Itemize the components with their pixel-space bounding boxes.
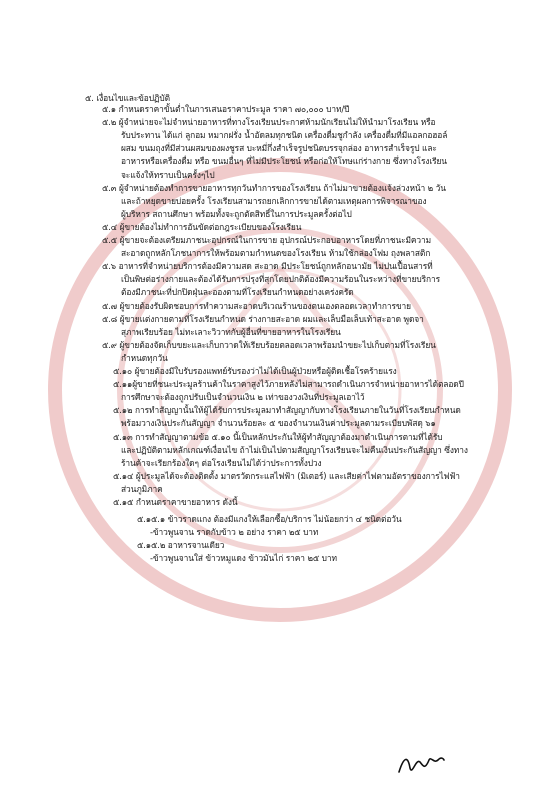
document-line: ผู้บริหาร สถานศึกษา พร้อมทั้งจะถูกตัดสิทธิ์ในการประมูลครั้งต่อไป: [121, 208, 352, 219]
document-line: พร้อมวางเงินประกันสัญญา จำนวนร้อยละ ๕ ของจำนวนเงินค่าประมูลตามระเบียบพัสดุ ๖๑: [121, 418, 436, 429]
document-line: เป็นพิษต่อร่างกายและต้องได้รับการปรุงที่สุกโดยปกติต้องมีความร้อนในระหว่างที่ขายบริการ: [121, 274, 441, 285]
document-line: ส่วนภูมิภาค: [121, 483, 163, 494]
document-line: ๕.๑ กำหนดราคาขั้นต่ำในการเสนอราคาประมูล ราคา ๗๐,๐๐๐ บาท/ปี: [102, 104, 350, 114]
document-line: การศึกษาจะต้องถูกปรับเป็นจำนวนเงิน ๒ เท่าของวงเงินที่ประมูลเอาไว้: [121, 392, 365, 403]
document-line: ๕.๙ ผู้ขายต้องจัดเก็บขยะและเก็บกวาดให้เรียบร้อยตลอดเวลาพร้อมนำขยะไปเก็บตามที่โรงเรียน: [102, 339, 436, 350]
document-line: ๕.๑๕.๒ อาหารจานเดียว: [137, 540, 225, 551]
document-line: ๕.๑๕.๑ ข้าวราดแกง ต้องมีแกงให้เลือกซื้อ/บริการ ไม่น้อยกว่า ๔ ชนิดต่อวัน: [137, 514, 402, 525]
document-line: รับประทาน ได้แก่ ลูกอม หมากฝรั่ง น้ำอัดลมทุกชนิด เครื่องดื่มชูกำลัง เครื่องดื่มที่มีแอลกอฮอล์: [121, 130, 448, 141]
document-line: -ข้าวพูนจานใส่ ข้าวหมูแดง ข้าวมันไก่ ราคา ๒๕ บาท: [150, 553, 337, 564]
document-line: ๕.๑๔ ผู้ประมูลได้จะต้องติดตั้ง มาตรวัดกระแสไฟฟ้า (มิเตอร์) และเสียค่าไฟตามอัตราของการไฟฟ้า: [113, 470, 460, 481]
document-line: ๕.๑๒ การทำสัญญานั้นให้ผู้ได้รับการประมูลมาทำสัญญากับทางโรงเรียนภายในวันที่โรงเรียนกำหนด: [113, 405, 461, 416]
document-line: และถ้าหยุดขายบ่อยครั้ง โรงเรียนสามารถยกเลิกการขายได้ตามเหตุผลการพิจารณาของ: [121, 195, 427, 206]
section-heading: ๕. เงื่อนไขและข้อปฏิบัติ: [85, 93, 170, 103]
document-line: ๕.๒ ผู้จำหน่ายจะไม่จำหน่ายอาหารที่ทางโรงเรียนประกาศห้ามนักเรียนไม่ให้นำมาโรงเรียน หรือ: [102, 117, 436, 128]
document-line: ๕.๓ ผู้จำหน่ายต้องทำการขายอาหารทุกวันทำการของโรงเรียน ถ้าไม่มาขายต้องแจ้งล่วงหน้า ๒ วัน: [102, 182, 446, 193]
document-line: ๕.๖ อาหารที่จำหน่ายบริการต้องมีความสด สะอาด มีประโยชน์ถูกหลักอนามัย ไม่ปนเปื้อนสารที่: [102, 261, 433, 272]
document-line: ๕.๑๑ผู้ขายที่ชนะประมูลร้านค้าในราคาสูงไว้ภายหลังไม่สามารถดำเนินการจำหน่ายอาหารได้ตลอดปี: [113, 379, 464, 390]
document-line: กำหนดทุกวัน: [121, 352, 168, 363]
document-line: ร้านค้าจะเรียกร้องใดๆ ต่อโรงเรียนไม่ได้ว่าประการทั้งปวง: [121, 457, 322, 468]
document-line: สุภาพเรียบร้อย ไม่ทะเลาะวิวาทกับผู้อื่นที่ขายอาหารในโรงเรียน: [121, 326, 341, 337]
document-line: ๕.๔ ผู้ขายต้องไม่ทำการอันขัดต่อกฎระเบียบของโรงเรียน: [102, 221, 302, 232]
document-line: -ข้าวพูนจาน ราดกับข้าว ๒ อย่าง ราคา ๒๕ บาท: [150, 527, 319, 538]
document-line: และปฏิบัติตามหลักเกณฑ์เงื่อนไข ถ้าไม่เป็นไปตามสัญญาโรงเรียนจะไม่คืนเงินประกันสัญญา ซึ่งทาง: [121, 444, 468, 455]
document-line: ต้องมีภาชนะที่ปกปิดฝุ่นละอองตามที่โรงเรียนกำหนดอย่างเคร่งครัด: [121, 287, 354, 298]
document-line: อาหารหรือเครื่องดื่ม หรือ ขนมอื่นๆ ที่ไม่มีประโยชน์ หรือก่อให้โทษแก่ร่างกาย ซึ่งทางโรงเรียน: [121, 156, 447, 167]
document-line: ๕.๗ ผู้ขายต้องรับผิดชอบการทำความสะอาดบริเวณร้านของตนเองตลอดเวลาทำการขาย: [102, 300, 411, 311]
document-line: ผสม ขนมถุงที่มีส่วนผสมของผงชูรส บะหมี่กึ่งสำเร็จรูปชนิดบรรจุกล่อง อาหารสำเร็จรูป และ: [121, 143, 437, 154]
document-line: ๕.๕ ผู้ขายจะต้องเตรียมภาชนะอุปกรณ์ในการขาย อุปกรณ์ประกอบอาหารโดยที่ภาชนะมีความ: [102, 235, 432, 245]
document-line: จะแจ้งให้ทราบเป็นครั้งๆไป: [121, 169, 215, 180]
document-line: ๕.๑๕ กำหนดราคาขายอาหาร ดังนี้: [113, 497, 238, 507]
document-line: ๕.๑๓ การทำสัญญาตามข้อ ๕.๑๐ นี้เป็นหลักประกันให้ผู้ทำสัญญาต้องมาดำเนินการตามที่ได้รับ: [113, 431, 443, 442]
document-line: ๕.๘ ผู้ขายแต่งกายตามที่โรงเรียนกำหนด ร่างกายสะอาด ผมและเล็บมือเล็บเท้าสะอาด พูดจา: [102, 313, 424, 324]
document-line: สะอาดถูกหลักโภชนาการให้พร้อมตามกำหนดของโรงเรียน ห้ามใช้กล่องโฟม ถุงพลาสติก: [121, 248, 431, 259]
handwritten-signature-icon: [396, 748, 446, 780]
document-line: ๕.๑๐ ผู้ขายต้องมีใบรับรองแพทย์รับรองว่าไม่ได้เป็นผู้ป่วยหรือผู้ติดเชื้อโรคร้ายแรง: [113, 366, 397, 376]
